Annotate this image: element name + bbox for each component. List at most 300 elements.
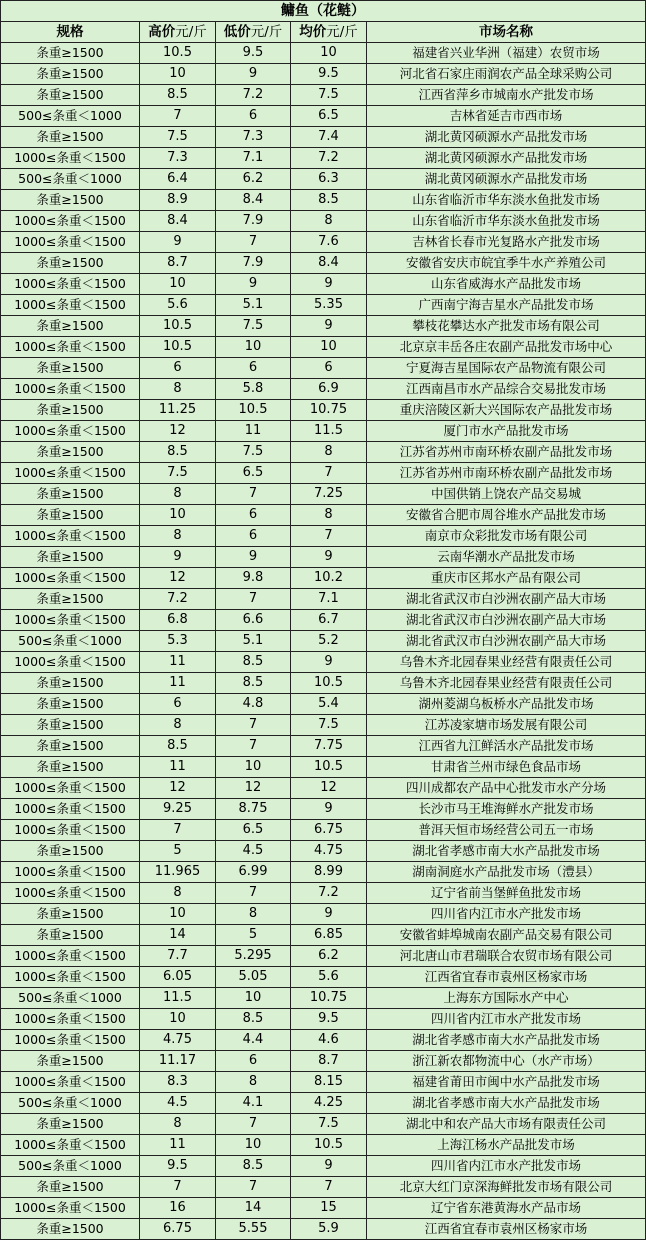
cell-avg-price: 7.4 xyxy=(291,127,367,148)
cell-avg-price: 4.25 xyxy=(291,1093,367,1114)
table-row xyxy=(1,127,646,148)
header-high-unit: 元/斤 xyxy=(175,24,207,40)
table-row xyxy=(1,337,646,358)
header-avg-label: 均价 xyxy=(299,24,327,40)
cell-spec: 条重≥1500 xyxy=(1,694,140,715)
cell-spec: 1000≤条重＜1500 xyxy=(1,1198,140,1219)
cell-low-price: 7.9 xyxy=(216,253,291,274)
cell-market: 福建省莆田市闽中水产品批发市场 xyxy=(367,1072,646,1093)
cell-high-price: 12 xyxy=(140,778,216,799)
cell-high-price: 11.5 xyxy=(140,988,216,1009)
cell-spec: 条重≥1500 xyxy=(1,841,140,862)
cell-avg-price: 5.6 xyxy=(291,967,367,988)
cell-low-price: 6 xyxy=(216,106,291,127)
table-row xyxy=(1,1219,646,1240)
cell-avg-price: 7.1 xyxy=(291,589,367,610)
cell-spec: 条重≥1500 xyxy=(1,85,140,106)
cell-high-price: 8 xyxy=(140,379,216,400)
cell-market: 江苏省苏州市南环桥农副产品批发市场 xyxy=(367,463,646,484)
table-row xyxy=(1,211,646,232)
cell-high-price: 11 xyxy=(140,1135,216,1156)
cell-market: 广西南宁海吉星水产品批发市场 xyxy=(367,295,646,316)
cell-spec: 1000≤条重＜1500 xyxy=(1,232,140,253)
table-row xyxy=(1,253,646,274)
cell-spec: 条重≥1500 xyxy=(1,736,140,757)
cell-low-price: 8 xyxy=(216,904,291,925)
header-high-price xyxy=(140,22,216,43)
cell-market: 湖州菱湖乌板桥水产品批发市场 xyxy=(367,694,646,715)
cell-low-price: 7.3 xyxy=(216,127,291,148)
cell-market: 南京市众彩批发市场有限公司 xyxy=(367,526,646,547)
cell-high-price: 11 xyxy=(140,757,216,778)
cell-low-price: 6.6 xyxy=(216,610,291,631)
header-high-label: 高价 xyxy=(148,24,176,40)
cell-avg-price: 9 xyxy=(291,547,367,568)
cell-avg-price: 10 xyxy=(291,337,367,358)
cell-market: 湖北省武汉市白沙洲农副产品大市场 xyxy=(367,610,646,631)
table-row xyxy=(1,1051,646,1072)
cell-avg-price: 10.5 xyxy=(291,1135,367,1156)
cell-market: 山东省临沂市华东淡水鱼批发市场 xyxy=(367,211,646,232)
cell-high-price: 7.5 xyxy=(140,463,216,484)
cell-spec: 条重≥1500 xyxy=(1,757,140,778)
title-row xyxy=(1,1,646,22)
table-row xyxy=(1,64,646,85)
cell-spec: 条重≥1500 xyxy=(1,400,140,421)
cell-avg-price: 6.75 xyxy=(291,820,367,841)
cell-avg-price: 7.5 xyxy=(291,85,367,106)
cell-high-price: 10 xyxy=(140,1009,216,1030)
cell-avg-price: 15 xyxy=(291,1198,367,1219)
cell-avg-price: 6.7 xyxy=(291,610,367,631)
table-row xyxy=(1,589,646,610)
table-row xyxy=(1,1030,646,1051)
cell-market: 四川省内江市水产批发市场 xyxy=(367,904,646,925)
cell-low-price: 7.9 xyxy=(216,211,291,232)
cell-low-price: 8.5 xyxy=(216,1156,291,1177)
cell-spec: 条重≥1500 xyxy=(1,1114,140,1135)
cell-high-price: 8.5 xyxy=(140,442,216,463)
cell-high-price: 6.8 xyxy=(140,610,216,631)
table-row xyxy=(1,295,646,316)
cell-low-price: 6 xyxy=(216,1051,291,1072)
cell-market: 河北省石家庄雨润农产品全球采购公司 xyxy=(367,64,646,85)
cell-low-price: 5.05 xyxy=(216,967,291,988)
cell-avg-price: 6.5 xyxy=(291,106,367,127)
cell-high-price: 9.25 xyxy=(140,799,216,820)
cell-spec: 1000≤条重＜1500 xyxy=(1,421,140,442)
cell-low-price: 7 xyxy=(216,736,291,757)
table-row xyxy=(1,757,646,778)
cell-market: 中国供销上饶农产品交易城 xyxy=(367,484,646,505)
cell-market: 浙江新农都物流中心（水产市场） xyxy=(367,1051,646,1072)
cell-high-price: 6.4 xyxy=(140,169,216,190)
cell-low-price: 8.5 xyxy=(216,1009,291,1030)
cell-low-price: 9.5 xyxy=(216,43,291,64)
cell-market: 安徽省合肥市周谷堆水产品批发市场 xyxy=(367,505,646,526)
cell-avg-price: 8 xyxy=(291,505,367,526)
header-row xyxy=(1,22,646,43)
cell-low-price: 6 xyxy=(216,505,291,526)
cell-avg-price: 8.4 xyxy=(291,253,367,274)
cell-low-price: 9.8 xyxy=(216,568,291,589)
cell-market: 江苏凌家塘市场发展有限公司 xyxy=(367,715,646,736)
cell-market: 普洱天恒市场经营公司五一市场 xyxy=(367,820,646,841)
cell-market: 重庆涪陵区新大兴国际农产品批发市场 xyxy=(367,400,646,421)
cell-high-price: 5.3 xyxy=(140,631,216,652)
table-row xyxy=(1,232,646,253)
cell-spec: 1000≤条重＜1500 xyxy=(1,211,140,232)
cell-low-price: 10 xyxy=(216,757,291,778)
header-low-price xyxy=(216,22,291,43)
cell-market: 北京京丰岳各庄农副产品批发市场中心 xyxy=(367,337,646,358)
table-row xyxy=(1,379,646,400)
cell-low-price: 6.5 xyxy=(216,820,291,841)
cell-avg-price: 6.9 xyxy=(291,379,367,400)
cell-spec: 条重≥1500 xyxy=(1,589,140,610)
table-row xyxy=(1,169,646,190)
cell-low-price: 6 xyxy=(216,526,291,547)
table-row xyxy=(1,526,646,547)
cell-spec: 1000≤条重＜1500 xyxy=(1,799,140,820)
cell-avg-price: 12 xyxy=(291,778,367,799)
table-row xyxy=(1,694,646,715)
cell-avg-price: 7.2 xyxy=(291,148,367,169)
cell-market: 湖北省武汉市白沙洲农副产品大市场 xyxy=(367,631,646,652)
cell-high-price: 11 xyxy=(140,673,216,694)
header-avg-price xyxy=(291,22,367,43)
cell-spec: 条重≥1500 xyxy=(1,715,140,736)
cell-low-price: 5 xyxy=(216,925,291,946)
cell-market: 福建省兴业华洲（福建）农贸市场 xyxy=(367,43,646,64)
cell-spec: 500≤条重＜1000 xyxy=(1,1156,140,1177)
table-row xyxy=(1,988,646,1009)
cell-market: 江西省萍乡市城南水产批发市场 xyxy=(367,85,646,106)
cell-high-price: 16 xyxy=(140,1198,216,1219)
cell-high-price: 12 xyxy=(140,568,216,589)
cell-high-price: 5 xyxy=(140,841,216,862)
cell-low-price: 5.8 xyxy=(216,379,291,400)
table-row xyxy=(1,421,646,442)
cell-avg-price: 5.4 xyxy=(291,694,367,715)
cell-spec: 500≤条重＜1000 xyxy=(1,106,140,127)
cell-avg-price: 7.2 xyxy=(291,883,367,904)
table-row xyxy=(1,400,646,421)
cell-avg-price: 5.9 xyxy=(291,1219,367,1240)
table-row xyxy=(1,505,646,526)
table-row xyxy=(1,190,646,211)
cell-low-price: 6.5 xyxy=(216,463,291,484)
table-row xyxy=(1,274,646,295)
cell-low-price: 7 xyxy=(216,484,291,505)
cell-spec: 条重≥1500 xyxy=(1,904,140,925)
cell-low-price: 8.75 xyxy=(216,799,291,820)
table-row xyxy=(1,358,646,379)
cell-spec: 1000≤条重＜1500 xyxy=(1,778,140,799)
table-row xyxy=(1,1114,646,1135)
cell-market: 湖北黄冈硕源水产品批发市场 xyxy=(367,148,646,169)
cell-market: 湖北省武汉市白沙洲农副产品大市场 xyxy=(367,589,646,610)
cell-avg-price: 8.5 xyxy=(291,190,367,211)
cell-avg-price: 8.15 xyxy=(291,1072,367,1093)
cell-avg-price: 8 xyxy=(291,442,367,463)
cell-avg-price: 4.6 xyxy=(291,1030,367,1051)
cell-spec: 1000≤条重＜1500 xyxy=(1,820,140,841)
cell-market: 甘肃省兰州市绿色食品市场 xyxy=(367,757,646,778)
cell-low-price: 6 xyxy=(216,358,291,379)
header-low-label: 低价 xyxy=(223,24,251,40)
cell-avg-price: 9 xyxy=(291,316,367,337)
cell-spec: 条重≥1500 xyxy=(1,1177,140,1198)
cell-low-price: 4.4 xyxy=(216,1030,291,1051)
cell-spec: 1000≤条重＜1500 xyxy=(1,295,140,316)
table-row xyxy=(1,652,646,673)
cell-market: 吉林省长春市光复路水产批发市场 xyxy=(367,232,646,253)
cell-market: 湖北黄冈硕源水产品批发市场 xyxy=(367,127,646,148)
cell-market: 长沙市马王堆海鲜水产批发市场 xyxy=(367,799,646,820)
cell-spec: 1000≤条重＜1500 xyxy=(1,526,140,547)
cell-low-price: 11 xyxy=(216,421,291,442)
cell-low-price: 8 xyxy=(216,1072,291,1093)
table-row xyxy=(1,883,646,904)
table-row xyxy=(1,715,646,736)
cell-avg-price: 9 xyxy=(291,799,367,820)
cell-high-price: 11.965 xyxy=(140,862,216,883)
cell-spec: 条重≥1500 xyxy=(1,127,140,148)
cell-avg-price: 11.5 xyxy=(291,421,367,442)
cell-high-price: 7.7 xyxy=(140,946,216,967)
cell-avg-price: 7 xyxy=(291,526,367,547)
cell-avg-price: 7.6 xyxy=(291,232,367,253)
cell-low-price: 7.5 xyxy=(216,316,291,337)
cell-avg-price: 7 xyxy=(291,463,367,484)
cell-spec: 1000≤条重＜1500 xyxy=(1,568,140,589)
cell-market: 吉林省延吉市西市场 xyxy=(367,106,646,127)
cell-market: 湖北省孝感市南大水产品批发市场 xyxy=(367,841,646,862)
header-spec: 规格 xyxy=(1,22,140,43)
cell-low-price: 7 xyxy=(216,1114,291,1135)
cell-spec: 条重≥1500 xyxy=(1,64,140,85)
table-row xyxy=(1,1009,646,1030)
cell-low-price: 7.5 xyxy=(216,442,291,463)
cell-avg-price: 6.85 xyxy=(291,925,367,946)
cell-high-price: 4.5 xyxy=(140,1093,216,1114)
cell-spec: 1000≤条重＜1500 xyxy=(1,148,140,169)
cell-market: 四川成都农产品中心批发市水产分场 xyxy=(367,778,646,799)
table-row xyxy=(1,778,646,799)
cell-low-price: 5.1 xyxy=(216,295,291,316)
cell-spec: 条重≥1500 xyxy=(1,673,140,694)
cell-spec: 1000≤条重＜1500 xyxy=(1,652,140,673)
table-row xyxy=(1,106,646,127)
table-body xyxy=(1,43,646,1240)
cell-market: 湖北中和农产品大市场有限责任公司 xyxy=(367,1114,646,1135)
cell-spec: 1000≤条重＜1500 xyxy=(1,463,140,484)
cell-low-price: 12 xyxy=(216,778,291,799)
cell-spec: 条重≥1500 xyxy=(1,316,140,337)
cell-high-price: 12 xyxy=(140,421,216,442)
cell-avg-price: 5.2 xyxy=(291,631,367,652)
cell-market: 上海东方国际水产中心 xyxy=(367,988,646,1009)
cell-market: 宁夏海吉星国际农产品物流有限公司 xyxy=(367,358,646,379)
table-row xyxy=(1,547,646,568)
cell-high-price: 10.5 xyxy=(140,43,216,64)
cell-high-price: 7 xyxy=(140,106,216,127)
cell-low-price: 4.1 xyxy=(216,1093,291,1114)
table-row xyxy=(1,442,646,463)
cell-spec: 1000≤条重＜1500 xyxy=(1,862,140,883)
cell-low-price: 10 xyxy=(216,988,291,1009)
table-row xyxy=(1,568,646,589)
table-row xyxy=(1,736,646,757)
cell-market: 江西南昌市水产品综合交易批发市场 xyxy=(367,379,646,400)
cell-low-price: 7 xyxy=(216,589,291,610)
cell-market: 四川省内江市水产批发市场 xyxy=(367,1156,646,1177)
table-row xyxy=(1,484,646,505)
cell-low-price: 9 xyxy=(216,274,291,295)
cell-market: 乌鲁木齐北园春果业经营有限责任公司 xyxy=(367,673,646,694)
table-row xyxy=(1,1198,646,1219)
cell-high-price: 7 xyxy=(140,820,216,841)
cell-avg-price: 8.99 xyxy=(291,862,367,883)
cell-low-price: 14 xyxy=(216,1198,291,1219)
cell-spec: 500≤条重＜1000 xyxy=(1,1093,140,1114)
cell-market: 厦门市水产品批发市场 xyxy=(367,421,646,442)
cell-spec: 条重≥1500 xyxy=(1,484,140,505)
cell-spec: 条重≥1500 xyxy=(1,43,140,64)
table-row xyxy=(1,85,646,106)
cell-low-price: 10 xyxy=(216,1135,291,1156)
cell-high-price: 8.4 xyxy=(140,211,216,232)
cell-spec: 500≤条重＜1000 xyxy=(1,988,140,1009)
cell-market: 湖北黄冈硕源水产品批发市场 xyxy=(367,169,646,190)
table-row xyxy=(1,946,646,967)
cell-market: 江西省九江鲜活水产品批发市场 xyxy=(367,736,646,757)
cell-spec: 条重≥1500 xyxy=(1,1051,140,1072)
cell-avg-price: 10.75 xyxy=(291,988,367,1009)
cell-spec: 1000≤条重＜1500 xyxy=(1,274,140,295)
table-row xyxy=(1,925,646,946)
table-row xyxy=(1,820,646,841)
cell-low-price: 9 xyxy=(216,547,291,568)
cell-market: 河北唐山市君瑞联合农贸市场有限公司 xyxy=(367,946,646,967)
cell-avg-price: 7.75 xyxy=(291,736,367,757)
cell-avg-price: 8.7 xyxy=(291,1051,367,1072)
cell-high-price: 8.9 xyxy=(140,190,216,211)
cell-avg-price: 7.5 xyxy=(291,1114,367,1135)
cell-high-price: 7.5 xyxy=(140,127,216,148)
cell-low-price: 5.55 xyxy=(216,1219,291,1240)
cell-avg-price: 10.5 xyxy=(291,757,367,778)
cell-market: 上海江杨水产品批发市场 xyxy=(367,1135,646,1156)
cell-low-price: 5.295 xyxy=(216,946,291,967)
cell-high-price: 11.17 xyxy=(140,1051,216,1072)
cell-market: 江西省宜春市袁州区杨家市场 xyxy=(367,1219,646,1240)
cell-high-price: 6.75 xyxy=(140,1219,216,1240)
cell-avg-price: 4.75 xyxy=(291,841,367,862)
cell-low-price: 4.8 xyxy=(216,694,291,715)
cell-spec: 1000≤条重＜1500 xyxy=(1,379,140,400)
table-row xyxy=(1,799,646,820)
cell-low-price: 6.2 xyxy=(216,169,291,190)
cell-high-price: 10 xyxy=(140,904,216,925)
cell-avg-price: 7.25 xyxy=(291,484,367,505)
cell-high-price: 10.5 xyxy=(140,337,216,358)
cell-high-price: 8 xyxy=(140,1114,216,1135)
table-row xyxy=(1,904,646,925)
cell-spec: 条重≥1500 xyxy=(1,1219,140,1240)
cell-high-price: 4.75 xyxy=(140,1030,216,1051)
cell-spec: 1000≤条重＜1500 xyxy=(1,337,140,358)
cell-avg-price: 9 xyxy=(291,652,367,673)
cell-market: 攀枝花攀达水产批发市场有限公司 xyxy=(367,316,646,337)
cell-low-price: 8.5 xyxy=(216,652,291,673)
cell-market: 安徽省蚌埠城南农副产品交易有限公司 xyxy=(367,925,646,946)
header-low-unit: 元/斤 xyxy=(250,24,283,40)
cell-market: 山东省临沂市华东淡水鱼批发市场 xyxy=(367,190,646,211)
cell-low-price: 8.5 xyxy=(216,673,291,694)
table-row xyxy=(1,967,646,988)
cell-low-price: 6.99 xyxy=(216,862,291,883)
cell-market: 安徽省安庆市皖宜季牛水产养殖公司 xyxy=(367,253,646,274)
table-row xyxy=(1,1156,646,1177)
cell-low-price: 5.1 xyxy=(216,631,291,652)
cell-high-price: 8.3 xyxy=(140,1072,216,1093)
cell-spec: 1000≤条重＜1500 xyxy=(1,1135,140,1156)
table-row xyxy=(1,148,646,169)
cell-market: 重庆市区邦水产品有限公司 xyxy=(367,568,646,589)
cell-low-price: 7.1 xyxy=(216,148,291,169)
cell-spec: 1000≤条重＜1500 xyxy=(1,883,140,904)
header-market: 市场名称 xyxy=(367,22,646,43)
cell-high-price: 5.6 xyxy=(140,295,216,316)
cell-low-price: 8.4 xyxy=(216,190,291,211)
cell-spec: 1000≤条重＜1500 xyxy=(1,1072,140,1093)
cell-high-price: 10.5 xyxy=(140,316,216,337)
cell-market: 江苏省苏州市南环桥农副产品批发市场 xyxy=(367,442,646,463)
cell-high-price: 8 xyxy=(140,883,216,904)
cell-high-price: 7.2 xyxy=(140,589,216,610)
cell-market: 湖北省孝感市南大水产品批发市场 xyxy=(367,1093,646,1114)
cell-high-price: 14 xyxy=(140,925,216,946)
cell-spec: 500≤条重＜1000 xyxy=(1,169,140,190)
table-row xyxy=(1,1177,646,1198)
cell-market: 辽宁省前当堡鲜鱼批发市场 xyxy=(367,883,646,904)
table-row xyxy=(1,841,646,862)
cell-high-price: 6 xyxy=(140,694,216,715)
cell-low-price: 10 xyxy=(216,337,291,358)
cell-avg-price: 8 xyxy=(291,211,367,232)
cell-high-price: 7.3 xyxy=(140,148,216,169)
cell-spec: 1000≤条重＜1500 xyxy=(1,1030,140,1051)
cell-low-price: 10.5 xyxy=(216,400,291,421)
cell-avg-price: 6.2 xyxy=(291,946,367,967)
cell-high-price: 6.05 xyxy=(140,967,216,988)
cell-high-price: 8 xyxy=(140,715,216,736)
cell-high-price: 11.25 xyxy=(140,400,216,421)
cell-spec: 条重≥1500 xyxy=(1,358,140,379)
cell-spec: 1000≤条重＜1500 xyxy=(1,946,140,967)
cell-low-price: 7 xyxy=(216,883,291,904)
cell-avg-price: 9 xyxy=(291,904,367,925)
cell-market: 江西省宜春市袁州区杨家市场 xyxy=(367,967,646,988)
cell-high-price: 9 xyxy=(140,232,216,253)
table-title: 鳙鱼（花鲢） xyxy=(1,1,646,22)
cell-market: 辽宁省东港黄海水产品市场 xyxy=(367,1198,646,1219)
cell-low-price: 7.2 xyxy=(216,85,291,106)
cell-spec: 条重≥1500 xyxy=(1,190,140,211)
table-row xyxy=(1,1093,646,1114)
